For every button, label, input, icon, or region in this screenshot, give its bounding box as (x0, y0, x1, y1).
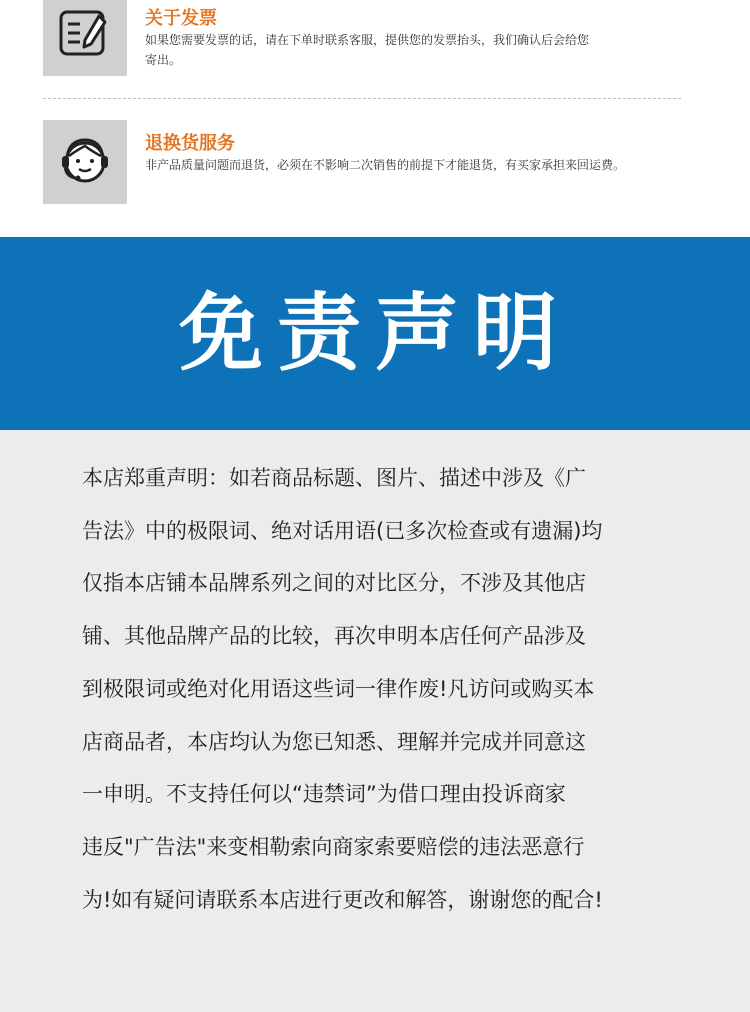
section-divider (43, 98, 681, 99)
disclaimer-line: 铺、其他品牌产品的比较，再次申明本店任何产品涉及 (82, 624, 586, 649)
disclaimer-line: 为!如有疑问请联系本店进行更改和解答，谢谢您的配合! (82, 887, 603, 912)
returns-text (145, 155, 705, 175)
disclaimer-line: 本店郑重声明：如若商品标题、图片、描述中涉及《广 (82, 466, 586, 490)
invoice-text (145, 30, 705, 70)
invoice-icon-box (43, 0, 127, 76)
disclaimer-line: 到极限词或绝对化用语这些词一律作废!凡访问或购买本 (82, 676, 595, 701)
invoice-text-line: 寄出。 (145, 53, 182, 67)
banner-title: 免责声明 (178, 284, 571, 382)
disclaimer-line: 告法》中的极限词、绝对话用语(已多次检查或有遗漏)均 (82, 518, 603, 543)
disclaimer-line: 一申明。不支持任何以“违禁词”为借口理由投诉商家 (82, 782, 566, 807)
returns-title: 退换货服务 (145, 133, 235, 154)
returns-icon-box (43, 120, 127, 204)
service-info-section (0, 0, 750, 237)
disclaimer-text (82, 452, 682, 926)
customer-service-headset-icon (55, 130, 115, 192)
invoice-text-line: 如果您需要发票的话，请在下单时联系客服，提供您的发票抬头，我们确认后会给您 (145, 33, 590, 47)
returns-text-line: 非产品质量问题而退货，必须在不影响二次销售的前提下才能退货，有买家承担来回运费。 (145, 158, 626, 172)
invoice-title: 关于发票 (145, 8, 217, 29)
disclaimer-line: 店商品者，本店均认为您已知悉、理解并完成并同意这 (82, 729, 586, 754)
disclaimer-banner (0, 237, 750, 430)
invoice-pen-icon (55, 2, 115, 64)
disclaimer-section (0, 430, 750, 1012)
disclaimer-line: 仅指本店铺本品牌系列之间的对比区分，不涉及其他店 (82, 571, 586, 596)
disclaimer-line: 违反"广告法"来变相勒索向商家索要赔偿的违法恶意行 (82, 834, 585, 859)
